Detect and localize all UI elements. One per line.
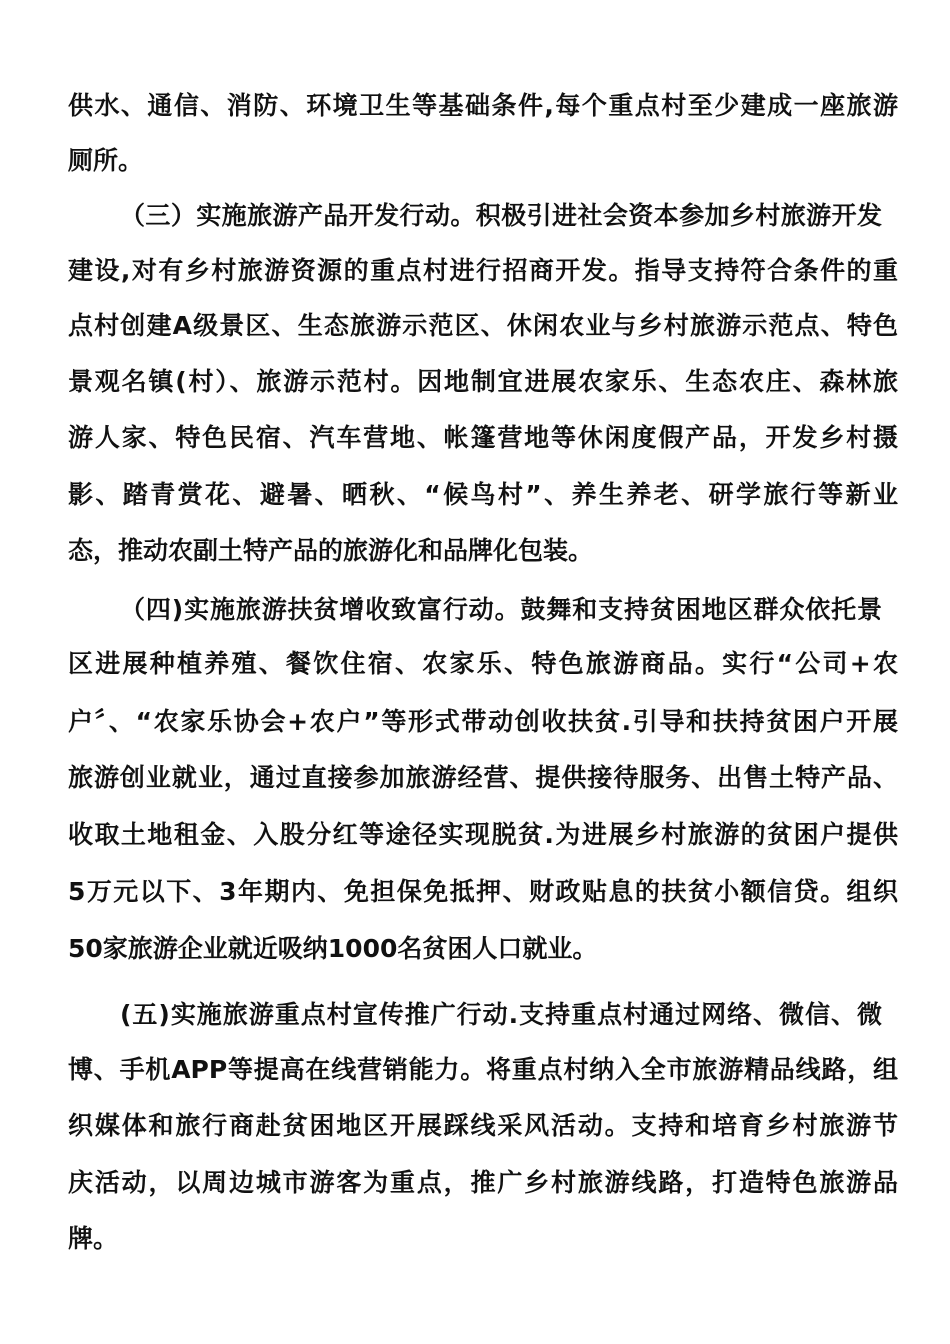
text-line: 态，推动农副土特产品的旅游化和品牌化包装。 xyxy=(68,536,594,565)
paragraph-heading-line: （四)实施旅游扶贫增收致富行动。鼓舞和支持贫困地区群众依托景 xyxy=(120,595,882,624)
text-line: 50家旅游企业就近吸纳1000名贫困人口就业。 xyxy=(68,934,598,963)
text-line: 旅游创业就业，通过直接参加旅游经营、提供接待服务、出售土特产品、 xyxy=(68,763,898,792)
text-line: 厕所。 xyxy=(68,146,144,175)
text-line: 景观名镇(村）、旅游示范村。因地制宜进展农家乐、生态农庄、森林旅 xyxy=(68,367,898,396)
text-line: 5万元以下、3年期内、免担保免抵押、财政贴息的扶贫小额信贷。组织 xyxy=(68,877,898,906)
text-line: 庆活动，以周边城市游客为重点，推广乡村旅游线路，打造特色旅游品 xyxy=(68,1168,898,1197)
text-line: 博、手机APP等提高在线营销能力。将重点村纳入全市旅游精品线路，组 xyxy=(68,1055,898,1084)
text-line: 织媒体和旅行商赴贫困地区开展踩线采风活动。支持和培育乡村旅游节 xyxy=(68,1111,898,1140)
text-line: 户〞、“农家乐协会+农户”等形式带动创收扶贫.引导和扶持贫困户开展 xyxy=(68,707,898,736)
text-line: 牌。 xyxy=(68,1224,119,1253)
text-line: 点村创建A级景区、生态旅游示范区、休闲农业与乡村旅游示范点、特色 xyxy=(68,311,898,340)
text-line: 游人家、特色民宿、汽车营地、帐篷营地等休闲度假产品，开发乡村摄 xyxy=(68,423,898,452)
text-line: 收取土地租金、入股分红等途径实现脱贫.为进展乡村旅游的贫困户提供 xyxy=(68,820,898,849)
paragraph-heading-line: (五)实施旅游重点村宣传推广行动.支持重点村通过网络、微信、微 xyxy=(120,1000,882,1029)
text-line: 建设,对有乡村旅游资源的重点村进行招商开发。指导支持符合条件的重 xyxy=(68,256,898,285)
paragraph-heading-line: （三）实施旅游产品开发行动。积极引进社会资本参加乡村旅游开发 xyxy=(120,201,882,230)
text-line: 区进展种植养殖、餐饮住宿、农家乐、特色旅游商品。实行“公司+农 xyxy=(68,649,898,678)
text-line: 供水、通信、消防、环境卫生等基础条件,每个重点村至少建成一座旅游 xyxy=(68,91,898,120)
text-line: 影、踏青赏花、避暑、晒秋、“候鸟村”、养生养老、研学旅行等新业 xyxy=(68,480,898,509)
